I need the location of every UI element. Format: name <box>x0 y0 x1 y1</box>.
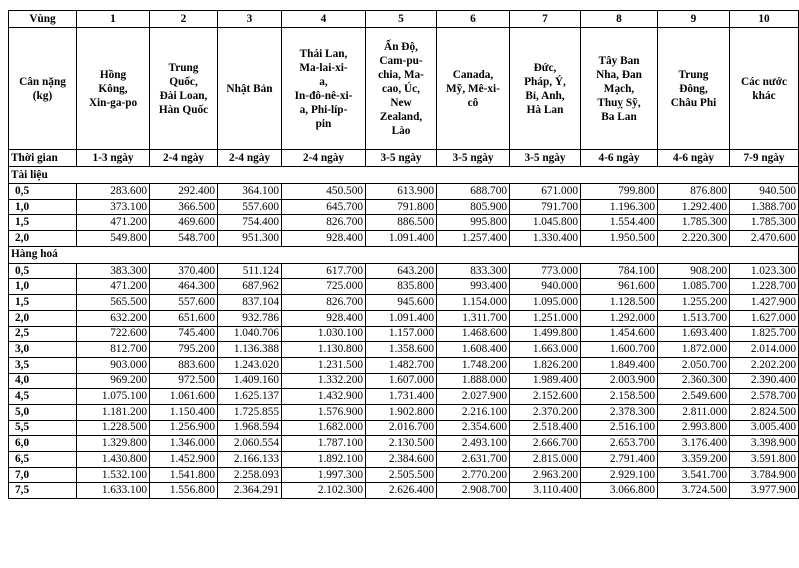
weight-cell: 2,0 <box>9 231 77 247</box>
price-cell: 1.181.200 <box>77 404 150 420</box>
price-cell: 2.791.400 <box>581 452 658 468</box>
price-cell: 1.061.600 <box>150 389 218 405</box>
table-row <box>9 436 799 452</box>
price-cell: 3.784.900 <box>730 467 799 483</box>
price-cell: 1.256.900 <box>150 420 218 436</box>
zone-2: 2 <box>150 11 218 28</box>
weight-cell: 0,5 <box>9 263 77 279</box>
price-cell: 722.600 <box>77 326 150 342</box>
price-cell: 1.633.100 <box>77 483 150 499</box>
price-cell: 469.600 <box>150 215 218 231</box>
price-cell: 2.370.200 <box>510 404 581 420</box>
price-cell: 1.600.700 <box>581 342 658 358</box>
weight-cell: 1,0 <box>9 199 77 215</box>
weight-cell: 3,5 <box>9 357 77 373</box>
price-cell: 1.556.800 <box>150 483 218 499</box>
price-cell: 1.075.100 <box>77 389 150 405</box>
price-cell: 3.977.900 <box>730 483 799 499</box>
price-cell: 370.400 <box>150 263 218 279</box>
price-cell: 3.176.400 <box>658 436 730 452</box>
price-cell: 1.872.000 <box>658 342 730 358</box>
table-row <box>9 184 799 200</box>
price-cell: 645.700 <box>282 199 366 215</box>
price-cell: 383.300 <box>77 263 150 279</box>
table-row <box>9 373 799 389</box>
price-cell: 688.700 <box>437 184 510 200</box>
price-cell: 1.468.600 <box>437 326 510 342</box>
price-cell: 972.500 <box>150 373 218 389</box>
weight-cell: 7,0 <box>9 467 77 483</box>
destination-zone-5: Ấn Độ, Cam-pu- chia, Ma- cao, Úc, New Zealand, Lào <box>366 28 437 150</box>
price-cell: 2.158.500 <box>581 389 658 405</box>
price-cell: 1.627.000 <box>730 310 799 326</box>
zone-header-row <box>9 11 799 28</box>
weight-cell: 5,5 <box>9 420 77 436</box>
price-cell: 1.725.855 <box>218 404 282 420</box>
zone-label: Vùng <box>9 11 77 28</box>
price-cell: 1.251.000 <box>510 310 581 326</box>
price-cell: 773.000 <box>510 263 581 279</box>
price-cell: 549.800 <box>77 231 150 247</box>
price-cell: 1.785.300 <box>730 215 799 231</box>
price-cell: 3.541.700 <box>658 467 730 483</box>
weight-cell: 6,0 <box>9 436 77 452</box>
time-zone-1: 1-3 ngày <box>77 150 150 167</box>
price-cell: 1.196.300 <box>581 199 658 215</box>
price-cell: 1.693.400 <box>658 326 730 342</box>
price-cell: 1.136.388 <box>218 342 282 358</box>
price-cell: 1.257.400 <box>437 231 510 247</box>
price-cell: 2.130.500 <box>366 436 437 452</box>
price-cell: 2.653.700 <box>581 436 658 452</box>
price-cell: 3.359.200 <box>658 452 730 468</box>
price-cell: 2.824.500 <box>730 404 799 420</box>
zone-4: 4 <box>282 11 366 28</box>
price-cell: 1.329.800 <box>77 436 150 452</box>
price-cell: 292.400 <box>150 184 218 200</box>
price-cell: 1.255.200 <box>658 295 730 311</box>
price-cell: 2.014.000 <box>730 342 799 358</box>
time-zone-4: 2-4 ngày <box>282 150 366 167</box>
price-cell: 2.202.200 <box>730 357 799 373</box>
price-cell: 1.154.000 <box>437 295 510 311</box>
price-cell: 1.311.700 <box>437 310 510 326</box>
price-cell: 1.513.700 <box>658 310 730 326</box>
price-cell: 2.378.300 <box>581 404 658 420</box>
section-title: Hàng hoá <box>9 246 799 263</box>
price-cell: 826.700 <box>282 215 366 231</box>
price-cell: 1.409.160 <box>218 373 282 389</box>
price-cell: 1.157.000 <box>366 326 437 342</box>
price-cell: 3.110.400 <box>510 483 581 499</box>
weight-cell: 2,5 <box>9 326 77 342</box>
price-cell: 1.091.400 <box>366 231 437 247</box>
price-cell: 1.130.800 <box>282 342 366 358</box>
price-cell: 632.200 <box>77 310 150 326</box>
destination-zone-7: Đức, Pháp, Ý, Bỉ, Anh, Hà Lan <box>510 28 581 150</box>
price-cell: 613.900 <box>366 184 437 200</box>
price-cell: 687.962 <box>218 279 282 295</box>
price-cell: 1.231.500 <box>282 357 366 373</box>
price-cell: 2.811.000 <box>658 404 730 420</box>
price-cell: 1.358.600 <box>366 342 437 358</box>
price-cell: 2.364.291 <box>218 483 282 499</box>
price-cell: 471.200 <box>77 279 150 295</box>
price-cell: 3.066.800 <box>581 483 658 499</box>
price-cell: 1.554.400 <box>581 215 658 231</box>
table-row <box>9 420 799 436</box>
destination-zone-10: Các nước khác <box>730 28 799 150</box>
table-row <box>9 310 799 326</box>
price-cell: 754.400 <box>218 215 282 231</box>
price-cell: 2.354.600 <box>437 420 510 436</box>
price-table <box>8 10 799 499</box>
price-cell: 557.600 <box>218 199 282 215</box>
price-cell: 745.400 <box>150 326 218 342</box>
destination-zone-6: Canada, Mỹ, Mê-xi- cô <box>437 28 510 150</box>
price-cell: 2.631.700 <box>437 452 510 468</box>
price-cell: 1.432.900 <box>282 389 366 405</box>
zone-1: 1 <box>77 11 150 28</box>
price-cell: 464.300 <box>150 279 218 295</box>
price-cell: 1.030.100 <box>282 326 366 342</box>
weight-cell: 5,0 <box>9 404 77 420</box>
time-zone-6: 3-5 ngày <box>437 150 510 167</box>
price-cell: 1.576.900 <box>282 404 366 420</box>
price-cell: 373.100 <box>77 199 150 215</box>
weight-cell: 1,5 <box>9 215 77 231</box>
price-cell: 364.100 <box>218 184 282 200</box>
price-cell: 3.398.900 <box>730 436 799 452</box>
price-cell: 2.220.300 <box>658 231 730 247</box>
price-cell: 795.200 <box>150 342 218 358</box>
price-cell: 2.516.100 <box>581 420 658 436</box>
price-cell: 2.390.400 <box>730 373 799 389</box>
weight-cell: 4,0 <box>9 373 77 389</box>
price-cell: 883.600 <box>150 357 218 373</box>
price-cell: 1.607.000 <box>366 373 437 389</box>
price-cell: 799.800 <box>581 184 658 200</box>
price-cell: 951.300 <box>218 231 282 247</box>
time-zone-9: 4-6 ngày <box>658 150 730 167</box>
weight-cell: 7,5 <box>9 483 77 499</box>
zone-10: 10 <box>730 11 799 28</box>
price-cell: 903.000 <box>77 357 150 373</box>
time-zone-3: 2-4 ngày <box>218 150 282 167</box>
price-cell: 3.591.800 <box>730 452 799 468</box>
price-cell: 1.682.000 <box>282 420 366 436</box>
table-row <box>9 231 799 247</box>
price-table-container <box>8 10 799 499</box>
price-cell: 969.200 <box>77 373 150 389</box>
destination-zone-2: Trung Quốc, Đài Loan, Hàn Quốc <box>150 28 218 150</box>
price-cell: 2.470.600 <box>730 231 799 247</box>
price-cell: 2.152.600 <box>510 389 581 405</box>
table-row <box>9 326 799 342</box>
weight-cell: 0,5 <box>9 184 77 200</box>
price-cell: 835.800 <box>366 279 437 295</box>
table-row <box>9 452 799 468</box>
time-zone-5: 3-5 ngày <box>366 150 437 167</box>
table-row <box>9 404 799 420</box>
price-cell: 876.800 <box>658 184 730 200</box>
price-cell: 1.292.400 <box>658 199 730 215</box>
weight-label: Cân nặng (kg) <box>9 28 77 150</box>
price-cell: 366.500 <box>150 199 218 215</box>
price-cell: 2.626.400 <box>366 483 437 499</box>
price-cell: 2.384.600 <box>366 452 437 468</box>
price-cell: 471.200 <box>77 215 150 231</box>
price-cell: 1.095.000 <box>510 295 581 311</box>
price-cell: 565.500 <box>77 295 150 311</box>
price-cell: 2.050.700 <box>658 357 730 373</box>
price-cell: 557.600 <box>150 295 218 311</box>
section-title: Tài liệu <box>9 167 799 184</box>
zone-9: 9 <box>658 11 730 28</box>
price-cell: 450.500 <box>282 184 366 200</box>
section-header-row <box>9 167 799 184</box>
price-cell: 1.330.400 <box>510 231 581 247</box>
table-row <box>9 483 799 499</box>
price-cell: 1.892.100 <box>282 452 366 468</box>
price-cell: 3.005.400 <box>730 420 799 436</box>
price-cell: 805.900 <box>437 199 510 215</box>
price-cell: 1.482.700 <box>366 357 437 373</box>
price-cell: 1.748.200 <box>437 357 510 373</box>
price-cell: 961.600 <box>581 279 658 295</box>
price-cell: 1.228.500 <box>77 420 150 436</box>
zone-6: 6 <box>437 11 510 28</box>
price-table-body <box>9 167 799 499</box>
price-cell: 2.578.700 <box>730 389 799 405</box>
zone-8: 8 <box>581 11 658 28</box>
price-cell: 1.625.137 <box>218 389 282 405</box>
price-cell: 1.128.500 <box>581 295 658 311</box>
price-cell: 1.346.000 <box>150 436 218 452</box>
price-cell: 2.102.300 <box>282 483 366 499</box>
price-cell: 511.124 <box>218 263 282 279</box>
time-label: Thời gian <box>9 150 77 167</box>
price-cell: 3.724.500 <box>658 483 730 499</box>
section-header-row <box>9 246 799 263</box>
destination-zone-1: Hồng Kông, Xin-ga-po <box>77 28 150 150</box>
weight-cell: 6,5 <box>9 452 77 468</box>
price-cell: 2.666.700 <box>510 436 581 452</box>
price-cell: 812.700 <box>77 342 150 358</box>
price-cell: 886.500 <box>366 215 437 231</box>
price-cell: 993.400 <box>437 279 510 295</box>
destination-zone-4: Thái Lan, Ma-lai-xi- a, In-đô-nê-xi- a, Phi-líp- pin <box>282 28 366 150</box>
price-cell: 2.016.700 <box>366 420 437 436</box>
table-row <box>9 215 799 231</box>
price-cell: 1.532.100 <box>77 467 150 483</box>
price-cell: 1.541.800 <box>150 467 218 483</box>
weight-cell: 4,5 <box>9 389 77 405</box>
price-cell: 1.023.300 <box>730 263 799 279</box>
price-cell: 1.968.594 <box>218 420 282 436</box>
price-cell: 1.826.200 <box>510 357 581 373</box>
price-cell: 643.200 <box>366 263 437 279</box>
price-cell: 826.700 <box>282 295 366 311</box>
weight-cell: 2,0 <box>9 310 77 326</box>
price-cell: 2.929.100 <box>581 467 658 483</box>
price-cell: 940.500 <box>730 184 799 200</box>
table-row <box>9 199 799 215</box>
price-cell: 833.300 <box>437 263 510 279</box>
price-cell: 1.902.800 <box>366 404 437 420</box>
price-cell: 548.700 <box>150 231 218 247</box>
price-cell: 1.825.700 <box>730 326 799 342</box>
price-cell: 1.040.706 <box>218 326 282 342</box>
price-cell: 1.430.800 <box>77 452 150 468</box>
weight-cell: 1,5 <box>9 295 77 311</box>
price-cell: 1.785.300 <box>658 215 730 231</box>
table-row <box>9 279 799 295</box>
destination-zone-3: Nhật Bản <box>218 28 282 150</box>
price-cell: 1.989.400 <box>510 373 581 389</box>
price-cell: 1.663.000 <box>510 342 581 358</box>
price-cell: 1.045.800 <box>510 215 581 231</box>
price-cell: 928.400 <box>282 231 366 247</box>
price-cell: 2.505.500 <box>366 467 437 483</box>
price-cell: 1.427.900 <box>730 295 799 311</box>
table-row <box>9 342 799 358</box>
price-cell: 2.027.900 <box>437 389 510 405</box>
price-cell: 2.963.200 <box>510 467 581 483</box>
price-cell: 617.700 <box>282 263 366 279</box>
price-cell: 2.518.400 <box>510 420 581 436</box>
price-cell: 784.100 <box>581 263 658 279</box>
price-cell: 1.228.700 <box>730 279 799 295</box>
price-cell: 791.800 <box>366 199 437 215</box>
price-cell: 1.608.400 <box>437 342 510 358</box>
destination-zone-9: Trung Đông, Châu Phi <box>658 28 730 150</box>
price-cell: 671.000 <box>510 184 581 200</box>
price-cell: 1.091.400 <box>366 310 437 326</box>
price-cell: 1.085.700 <box>658 279 730 295</box>
price-cell: 2.003.900 <box>581 373 658 389</box>
delivery-time-row <box>9 150 799 167</box>
price-cell: 945.600 <box>366 295 437 311</box>
price-cell: 1.243.020 <box>218 357 282 373</box>
price-cell: 651.600 <box>150 310 218 326</box>
price-cell: 1.888.000 <box>437 373 510 389</box>
price-cell: 1.731.400 <box>366 389 437 405</box>
price-cell: 1.388.700 <box>730 199 799 215</box>
price-cell: 928.400 <box>282 310 366 326</box>
price-cell: 2.166.133 <box>218 452 282 468</box>
price-cell: 2.060.554 <box>218 436 282 452</box>
price-cell: 940.000 <box>510 279 581 295</box>
table-row <box>9 357 799 373</box>
table-row <box>9 389 799 405</box>
time-zone-8: 4-6 ngày <box>581 150 658 167</box>
price-cell: 2.993.800 <box>658 420 730 436</box>
price-cell: 1.997.300 <box>282 467 366 483</box>
price-cell: 2.216.100 <box>437 404 510 420</box>
price-cell: 1.452.900 <box>150 452 218 468</box>
price-cell: 1.499.800 <box>510 326 581 342</box>
destination-zone-8: Tây Ban Nha, Đan Mạch, Thuỵ Sỹ, Ba Lan <box>581 28 658 150</box>
price-cell: 2.493.100 <box>437 436 510 452</box>
price-cell: 1.849.400 <box>581 357 658 373</box>
price-cell: 2.258.093 <box>218 467 282 483</box>
price-cell: 283.600 <box>77 184 150 200</box>
price-cell: 837.104 <box>218 295 282 311</box>
price-cell: 2.908.700 <box>437 483 510 499</box>
time-zone-7: 3-5 ngày <box>510 150 581 167</box>
zone-5: 5 <box>366 11 437 28</box>
price-cell: 995.800 <box>437 215 510 231</box>
destination-header-row <box>9 28 799 150</box>
weight-cell: 1,0 <box>9 279 77 295</box>
weight-cell: 3,0 <box>9 342 77 358</box>
table-row <box>9 467 799 483</box>
table-row <box>9 263 799 279</box>
time-zone-10: 7-9 ngày <box>730 150 799 167</box>
zone-7: 7 <box>510 11 581 28</box>
price-cell: 2.360.300 <box>658 373 730 389</box>
price-cell: 932.786 <box>218 310 282 326</box>
price-cell: 1.150.400 <box>150 404 218 420</box>
time-zone-2: 2-4 ngày <box>150 150 218 167</box>
price-cell: 2.770.200 <box>437 467 510 483</box>
price-cell: 908.200 <box>658 263 730 279</box>
price-cell: 725.000 <box>282 279 366 295</box>
price-cell: 1.332.200 <box>282 373 366 389</box>
price-cell: 2.815.000 <box>510 452 581 468</box>
price-cell: 1.454.600 <box>581 326 658 342</box>
zone-3: 3 <box>218 11 282 28</box>
price-cell: 2.549.600 <box>658 389 730 405</box>
price-cell: 1.292.000 <box>581 310 658 326</box>
price-cell: 791.700 <box>510 199 581 215</box>
price-cell: 1.787.100 <box>282 436 366 452</box>
price-cell: 1.950.500 <box>581 231 658 247</box>
table-row <box>9 295 799 311</box>
